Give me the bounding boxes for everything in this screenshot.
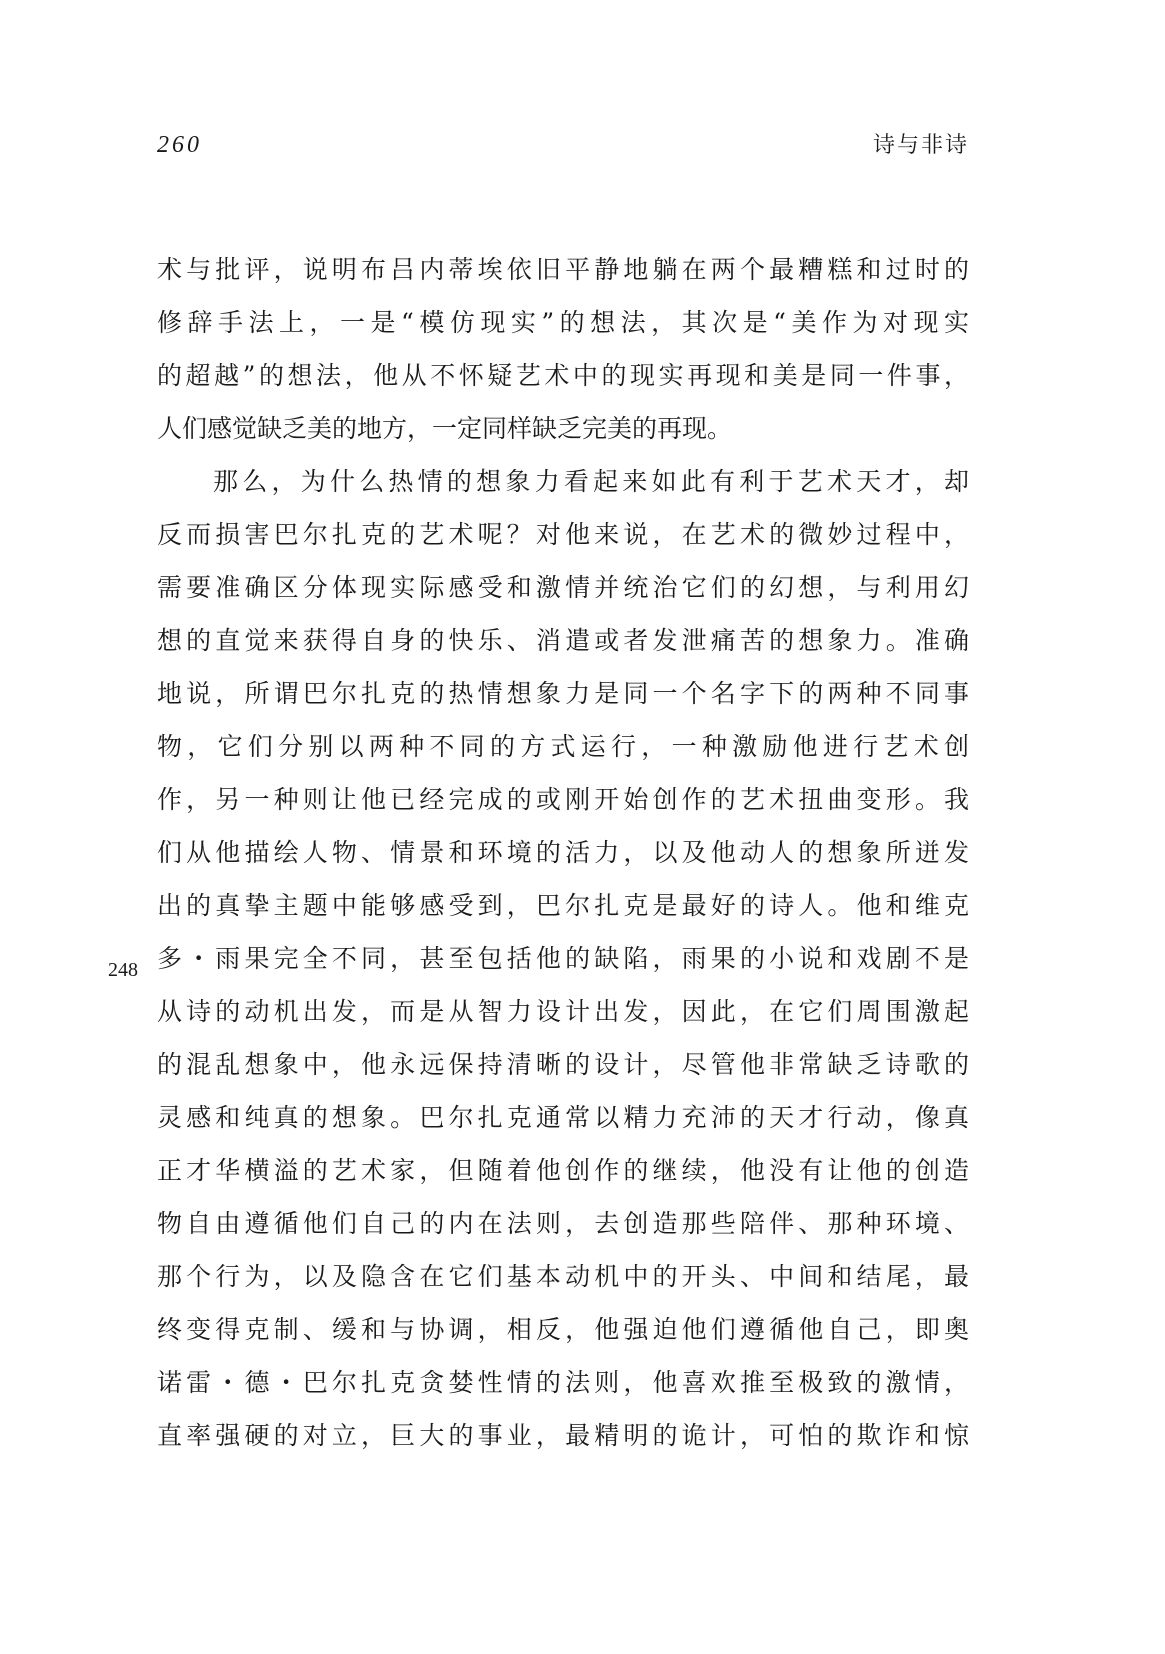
text-line: 那么，为什么热情的想象力看起来如此有利于艺术天才，却 bbox=[213, 467, 969, 496]
page-number: 260 bbox=[157, 132, 202, 158]
text-line: 地说，所谓巴尔扎克的热情想象力是同一个名字下的两种不同事 bbox=[157, 679, 969, 708]
text-line: 人们感觉缺乏美的地方，一定同样缺乏完美的再现。 bbox=[157, 414, 733, 443]
text-line: 正才华横溢的艺术家，但随着他创作的继续，他没有让他的创造 bbox=[157, 1156, 969, 1185]
text-line: 们从他描绘人物、情景和环境的活力，以及他动人的想象所迸发 bbox=[157, 838, 969, 867]
text-line: 直率强硬的对立，巨大的事业，最精明的诡计，可怕的欺诈和惊 bbox=[157, 1421, 969, 1450]
text-line: 从诗的动机出发，而是从智力设计出发，因此，在它们周围激起 bbox=[157, 997, 969, 1026]
text-line: 诺雷・德・巴尔扎克贪婪性情的法则，他喜欢推至极致的激情， bbox=[157, 1368, 969, 1397]
text-line: 的混乱想象中，他永远保持清晰的设计，尽管他非常缺乏诗歌的 bbox=[157, 1050, 969, 1079]
text-line: 想的直觉来获得自身的快乐、消遣或者发泄痛苦的想象力。准确 bbox=[157, 626, 969, 655]
original-page-marker: 248 bbox=[108, 959, 138, 981]
text-line: 那个行为，以及隐含在它们基本动机中的开头、中间和结尾，最 bbox=[157, 1262, 969, 1291]
text-line: 术与批评，说明布吕内蒂埃依旧平静地躺在两个最糟糕和过时的 bbox=[157, 255, 969, 284]
text-line: 物，它们分别以两种不同的方式运行，一种激励他进行艺术创 bbox=[157, 732, 969, 761]
body-text bbox=[157, 243, 969, 1462]
text-line: 反而损害巴尔扎克的艺术呢？对他来说，在艺术的微妙过程中， bbox=[157, 520, 969, 549]
text-line: 的超越”的想法，他从不怀疑艺术中的现实再现和美是同一件事， bbox=[157, 361, 969, 390]
text-line: 需要准确区分体现实际感受和激情并统治它们的幻想，与利用幻 bbox=[157, 573, 969, 602]
text-line: 灵感和纯真的想象。巴尔扎克通常以精力充沛的天才行动，像真 bbox=[157, 1103, 969, 1132]
text-line: 修辞手法上，一是“模仿现实”的想法，其次是“美作为对现实 bbox=[157, 308, 969, 337]
text-line: 作，另一种则让他已经完成的或刚开始创作的艺术扭曲变形。我 bbox=[157, 785, 969, 814]
text-line: 出的真挚主题中能够感受到，巴尔扎克是最好的诗人。他和维克 bbox=[157, 891, 969, 920]
text-line: 物自由遵循他们自己的内在法则，去创造那些陪伴、那种环境、 bbox=[157, 1209, 969, 1238]
running-title: 诗与非诗 bbox=[872, 133, 969, 158]
text-line: 多・雨果完全不同，甚至包括他的缺陷，雨果的小说和戏剧不是 bbox=[157, 944, 969, 973]
text-line: 终变得克制、缓和与协调，相反，他强迫他们遵循他自己，即奥 bbox=[157, 1315, 969, 1344]
